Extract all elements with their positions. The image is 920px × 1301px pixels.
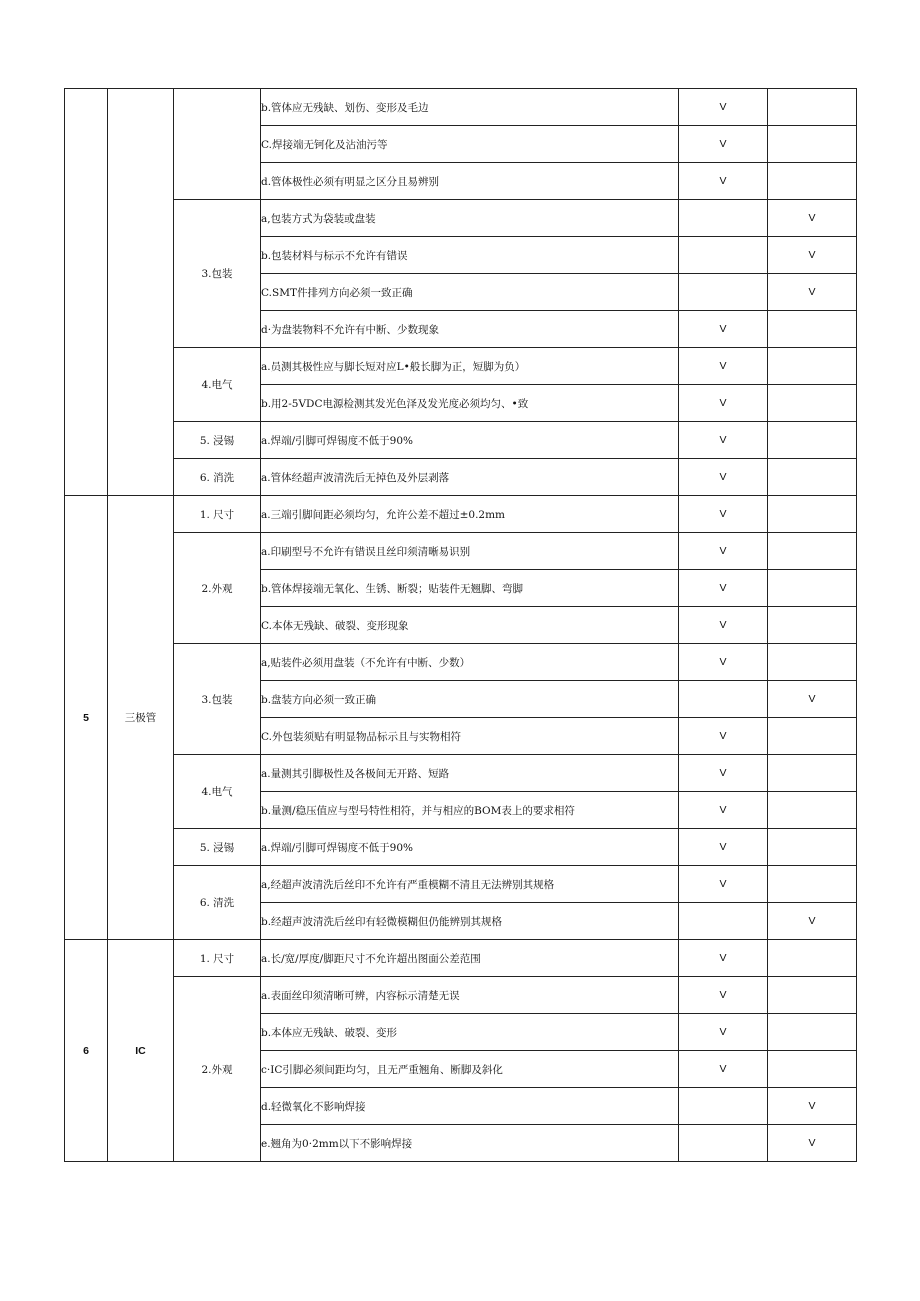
criterion-cell: d·为盘装物料不允许有中断、少数现象 xyxy=(261,311,679,348)
minor-mark-cell xyxy=(768,1014,857,1051)
criterion-cell: b.包装材料与标示不允许有错误 xyxy=(261,237,679,274)
minor-mark-cell xyxy=(768,385,857,422)
minor-mark-cell xyxy=(768,570,857,607)
minor-mark-cell xyxy=(768,89,857,126)
table-row xyxy=(65,829,857,866)
criterion-cell: b.管体焊接端无氧化、生锈、断裂；贴装件无翘脚、弯脚 xyxy=(261,570,679,607)
major-mark-cell: V xyxy=(679,829,768,866)
minor-mark-cell: V xyxy=(768,903,857,940)
minor-mark-cell xyxy=(768,163,857,200)
criterion-cell: a.焊端/引脚可焊锡度不低于90% xyxy=(261,422,679,459)
major-mark-cell: V xyxy=(679,422,768,459)
major-mark-cell xyxy=(679,237,768,274)
major-mark-cell xyxy=(679,1125,768,1162)
criterion-cell: e.翘角为0·2mm以下不影响焊接 xyxy=(261,1125,679,1162)
major-mark-cell: V xyxy=(679,1014,768,1051)
criterion-cell: a.表面丝印须清晰可辨，内容标示清楚无误 xyxy=(261,977,679,1014)
criterion-cell: C.外包装须贴有明显物品标示且与实物相符 xyxy=(261,718,679,755)
criterion-cell: a.长/宽/厚度/脚距尺寸不允许超出图面公差范围 xyxy=(261,940,679,977)
minor-mark-cell xyxy=(768,496,857,533)
criterion-cell: a.焊端/引脚可焊锡度不低于90% xyxy=(261,829,679,866)
minor-mark-cell xyxy=(768,311,857,348)
criterion-cell: b.本体应无残缺、破裂、变形 xyxy=(261,1014,679,1051)
item-number-cell xyxy=(65,89,108,496)
major-mark-cell: V xyxy=(679,755,768,792)
criterion-cell: C.焊接端无钶化及沾油污等 xyxy=(261,126,679,163)
criterion-cell: a,经超声波清洗后丝印不允许有严重模糊不清且无法辨别其规格 xyxy=(261,866,679,903)
criterion-cell: a.量测其引脚极性及各极间无开路、短路 xyxy=(261,755,679,792)
criterion-cell: a,包装方式为袋装或盘装 xyxy=(261,200,679,237)
criterion-cell: d.管体极性必须有明显之区分且易辨别 xyxy=(261,163,679,200)
minor-mark-cell xyxy=(768,755,857,792)
category-cell: 5. 浸锡 xyxy=(174,422,261,459)
major-mark-cell: V xyxy=(679,718,768,755)
inspection-table-body xyxy=(65,89,857,1162)
criterion-cell: b.经超声波清洗后丝印有轻微模糊但仍能辨别其规格 xyxy=(261,903,679,940)
major-mark-cell xyxy=(679,200,768,237)
minor-mark-cell: V xyxy=(768,200,857,237)
major-mark-cell: V xyxy=(679,644,768,681)
table-row xyxy=(65,496,857,533)
minor-mark-cell xyxy=(768,422,857,459)
minor-mark-cell xyxy=(768,644,857,681)
item-number-cell: 6 xyxy=(65,940,108,1162)
criterion-cell: c·IC引脚必须间距均匀，且无严重翘角、断脚及斜化 xyxy=(261,1051,679,1088)
minor-mark-cell xyxy=(768,459,857,496)
table-row xyxy=(65,533,857,570)
minor-mark-cell: V xyxy=(768,681,857,718)
major-mark-cell: V xyxy=(679,570,768,607)
minor-mark-cell xyxy=(768,533,857,570)
minor-mark-cell: V xyxy=(768,274,857,311)
table-row xyxy=(65,755,857,792)
major-mark-cell: V xyxy=(679,1051,768,1088)
category-cell: 6. 消洗 xyxy=(174,459,261,496)
major-mark-cell xyxy=(679,903,768,940)
criterion-cell: a.印刷型号不允许有错误且丝印须清晰易识别 xyxy=(261,533,679,570)
category-cell: 3.包装 xyxy=(174,200,261,348)
major-mark-cell: V xyxy=(679,311,768,348)
table-row xyxy=(65,940,857,977)
category-cell: 4.电气 xyxy=(174,755,261,829)
item-name-cell: IC xyxy=(108,940,174,1162)
table-row xyxy=(65,348,857,385)
criterion-cell: C.SMT件排列方向必须一致正确 xyxy=(261,274,679,311)
category-cell: 4.电气 xyxy=(174,348,261,422)
table-row xyxy=(65,977,857,1014)
minor-mark-cell: V xyxy=(768,1088,857,1125)
major-mark-cell: V xyxy=(679,126,768,163)
criterion-cell: b.量测/稳压值应与型号特性相符，并与相应的BOM表上的要求相符 xyxy=(261,792,679,829)
criterion-cell: a.管体经超声波清洗后无掉色及外层剥落 xyxy=(261,459,679,496)
inspection-table xyxy=(64,88,857,1162)
criterion-cell: b.用2-5VDC电源检测其发光色泽及发光度必须均匀、•致 xyxy=(261,385,679,422)
criterion-cell: a.三端引脚间距必须均匀，允许公差不超过±0.2mm xyxy=(261,496,679,533)
minor-mark-cell xyxy=(768,718,857,755)
category-cell: 1. 尺寸 xyxy=(174,496,261,533)
major-mark-cell: V xyxy=(679,163,768,200)
item-number-cell: 5 xyxy=(65,496,108,940)
major-mark-cell: V xyxy=(679,940,768,977)
minor-mark-cell xyxy=(768,829,857,866)
criterion-cell: b.管体应无残缺、划伤、变形及毛边 xyxy=(261,89,679,126)
table-row xyxy=(65,422,857,459)
category-cell xyxy=(174,89,261,200)
table-row xyxy=(65,459,857,496)
minor-mark-cell xyxy=(768,977,857,1014)
major-mark-cell: V xyxy=(679,459,768,496)
major-mark-cell: V xyxy=(679,866,768,903)
table-row xyxy=(65,644,857,681)
criterion-cell: C.本体无残缺、破裂、变形现象 xyxy=(261,607,679,644)
major-mark-cell xyxy=(679,274,768,311)
major-mark-cell: V xyxy=(679,496,768,533)
major-mark-cell: V xyxy=(679,348,768,385)
minor-mark-cell: V xyxy=(768,1125,857,1162)
major-mark-cell xyxy=(679,1088,768,1125)
criterion-cell: b.盘装方向必须一致正确 xyxy=(261,681,679,718)
category-cell: 1. 尺寸 xyxy=(174,940,261,977)
category-cell: 6. 清洗 xyxy=(174,866,261,940)
category-cell: 3.包装 xyxy=(174,644,261,755)
table-row xyxy=(65,200,857,237)
major-mark-cell: V xyxy=(679,977,768,1014)
category-cell: 5. 浸锡 xyxy=(174,829,261,866)
minor-mark-cell xyxy=(768,607,857,644)
major-mark-cell: V xyxy=(679,607,768,644)
major-mark-cell: V xyxy=(679,89,768,126)
major-mark-cell: V xyxy=(679,385,768,422)
item-name-cell: 三极管 xyxy=(108,496,174,940)
item-name-cell xyxy=(108,89,174,496)
major-mark-cell: V xyxy=(679,533,768,570)
minor-mark-cell xyxy=(768,866,857,903)
major-mark-cell: V xyxy=(679,792,768,829)
table-row xyxy=(65,866,857,903)
major-mark-cell xyxy=(679,681,768,718)
criterion-cell: a,贴装件必须用盘装（不允许有中断、少数） xyxy=(261,644,679,681)
minor-mark-cell xyxy=(768,126,857,163)
minor-mark-cell xyxy=(768,348,857,385)
category-cell: 2.外观 xyxy=(174,533,261,644)
minor-mark-cell: V xyxy=(768,237,857,274)
table-row xyxy=(65,89,857,126)
criterion-cell: d.轻微氧化不影响焊接 xyxy=(261,1088,679,1125)
criterion-cell: a.员测其极性应与脚长短对应L•般长脚为正，短脚为负） xyxy=(261,348,679,385)
minor-mark-cell xyxy=(768,1051,857,1088)
category-cell: 2.外观 xyxy=(174,977,261,1162)
minor-mark-cell xyxy=(768,792,857,829)
minor-mark-cell xyxy=(768,940,857,977)
